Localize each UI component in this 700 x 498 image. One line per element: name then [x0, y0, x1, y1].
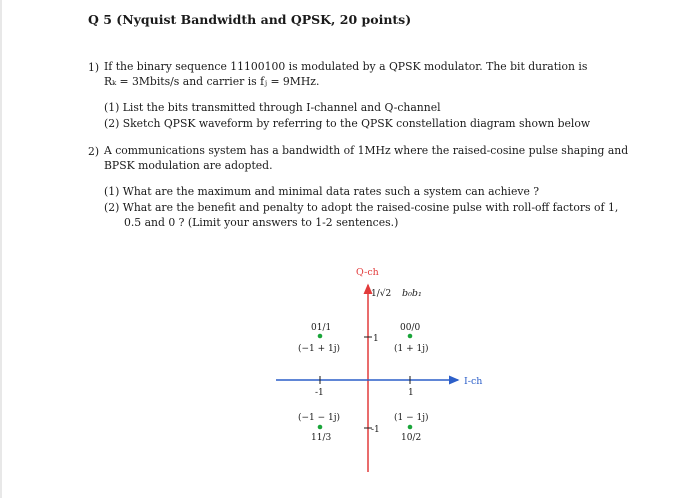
point-00-bits: 00/0 — [400, 323, 421, 333]
bit-order-label: b₀b₁ — [402, 288, 422, 299]
q1-line1: If the binary sequence 11100100 is modulated by a QPSK modulator. The bit duration is — [104, 60, 588, 73]
point-01-bits: 01/1 — [311, 323, 332, 333]
q-tick-pos-label: 1 — [373, 334, 379, 344]
constellation-point-00 — [408, 334, 413, 339]
point-00-coord: (1 + 1j) — [394, 344, 429, 354]
point-01-coord: (−1 + 1j) — [298, 344, 341, 354]
point-11-coord: (−1 − 1j) — [298, 413, 341, 423]
i-tick-pos-label: 1 — [408, 388, 414, 398]
i-axis-label: I-ch — [464, 376, 483, 387]
axis-scale-label: 1/√2 — [371, 289, 392, 299]
q2-sub2: (2) What are the benefit and penalty to adopt the raised-cosine pulse with roll-off factors of 1, — [104, 201, 619, 214]
q2-line2: BPSK modulation are adopted. — [104, 159, 273, 172]
q2-line1: A communications system has a bandwidth of 1MHz where the raised-cosine pulse shaping and — [104, 144, 629, 157]
q2-number: 2) — [88, 145, 100, 158]
point-10-bits: 10/2 — [401, 433, 422, 443]
constellation-point-10 — [408, 425, 413, 430]
q-tick-neg-label: -1 — [371, 425, 380, 435]
q1-number: 1) — [88, 61, 100, 74]
q2-sub1: (1) What are the maximum and minimal data rates such a system can achieve ? — [104, 185, 540, 198]
question-title: Q 5 (Nyquist Bandwidth and QPSK, 20 points) — [88, 12, 412, 27]
i-tick-neg-label: -1 — [315, 388, 324, 398]
q2-sub2-cont: 0.5 and 0 ? (Limit your answers to 1-2 sentences.) — [124, 216, 399, 229]
q1-sub2: (2) Sketch QPSK waveform by referring to the QPSK constellation diagram shown below — [104, 117, 591, 130]
point-11-bits: 11/3 — [311, 433, 332, 443]
q1-line2: Rₖ = 3Mbits/s and carrier is fⱼ = 9MHz. — [104, 75, 320, 88]
q-axis-label: Q-ch — [356, 267, 379, 278]
q1-sub1: (1) List the bits transmitted through I-channel and Q-channel — [104, 101, 441, 114]
point-10-coord: (1 − 1j) — [394, 413, 429, 423]
constellation-point-01 — [318, 334, 323, 339]
constellation-point-11 — [318, 425, 323, 430]
